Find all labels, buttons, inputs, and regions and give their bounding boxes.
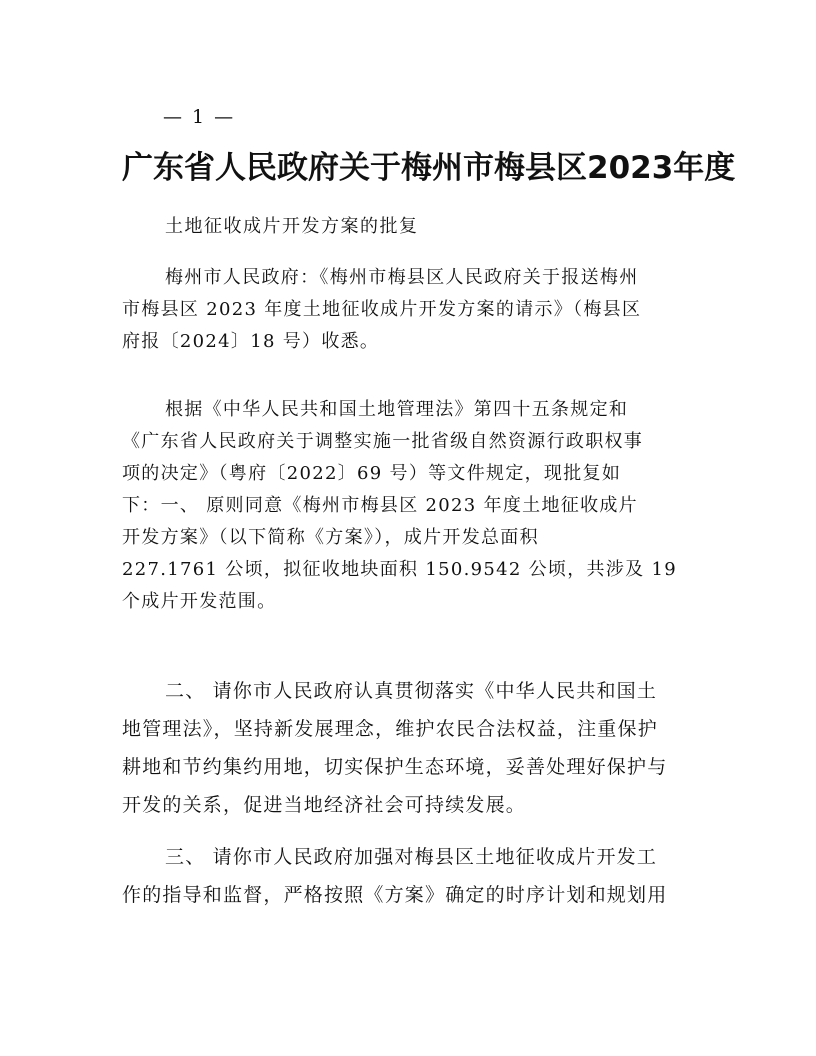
paragraph-item-three (122, 838, 700, 914)
paragraph-line: 府报〔2024〕18 号）收悉。 (122, 331, 380, 352)
paragraph-line: 开发的关系，促进当地经济社会可持续发展。 (122, 794, 527, 816)
paragraph-line: 《广东省人民政府关于调整实施一批省级自然资源行政职权事 (122, 431, 644, 452)
paragraph-line: 227.1761 公顷，拟征收地块面积 150.9542 公顷，共涉及 19 (122, 559, 677, 580)
paragraph-line: 下：一、 原则同意《梅州市梅县区 2023 年度土地征收成片 (122, 495, 638, 516)
paragraph-line: 地管理法》，坚持新发展理念，维护农民合法权益，注重保护 (122, 718, 658, 740)
paragraph-addressee (122, 262, 700, 358)
document-subtitle: 土地征收成片开发方案的批复 (165, 216, 419, 237)
paragraph-line: 开发方案》（以下简称《方案》），成片开发总面积 (122, 527, 539, 548)
paragraph-basis (122, 394, 700, 618)
paragraph-line: 二、 请你市人民政府认真贯彻落实《中华人民共和国土 (165, 680, 658, 702)
paragraph-line: 三、 请你市人民政府加强对梅县区土地征收成片开发工 (165, 846, 658, 868)
paragraph-line: 耕地和节约集约用地，切实保护生态环境，妥善处理好保护与 (122, 756, 668, 778)
paragraph-line: 根据《中华人民共和国土地管理法》第四十五条规定和 (165, 399, 629, 420)
page-number: — 1 — (163, 106, 236, 128)
paragraph-line: 个成片开发范围。 (122, 591, 277, 612)
paragraph-line: 梅州市人民政府：《梅州市梅县区人民政府关于报送梅州 (165, 267, 639, 288)
paragraph-line: 作的指导和监督，严格按照《方案》确定的时序计划和规划用 (122, 884, 668, 906)
paragraph-line: 市梅县区 2023 年度土地征收成片开发方案的请示》（梅县区 (122, 299, 642, 320)
paragraph-item-two (122, 672, 700, 824)
paragraph-line: 项的决定》（粤府〔2022〕69 号）等文件规定，现批复如 (122, 463, 622, 484)
document-title: 广东省人民政府关于梅州市梅县区2023年度 (122, 150, 736, 186)
